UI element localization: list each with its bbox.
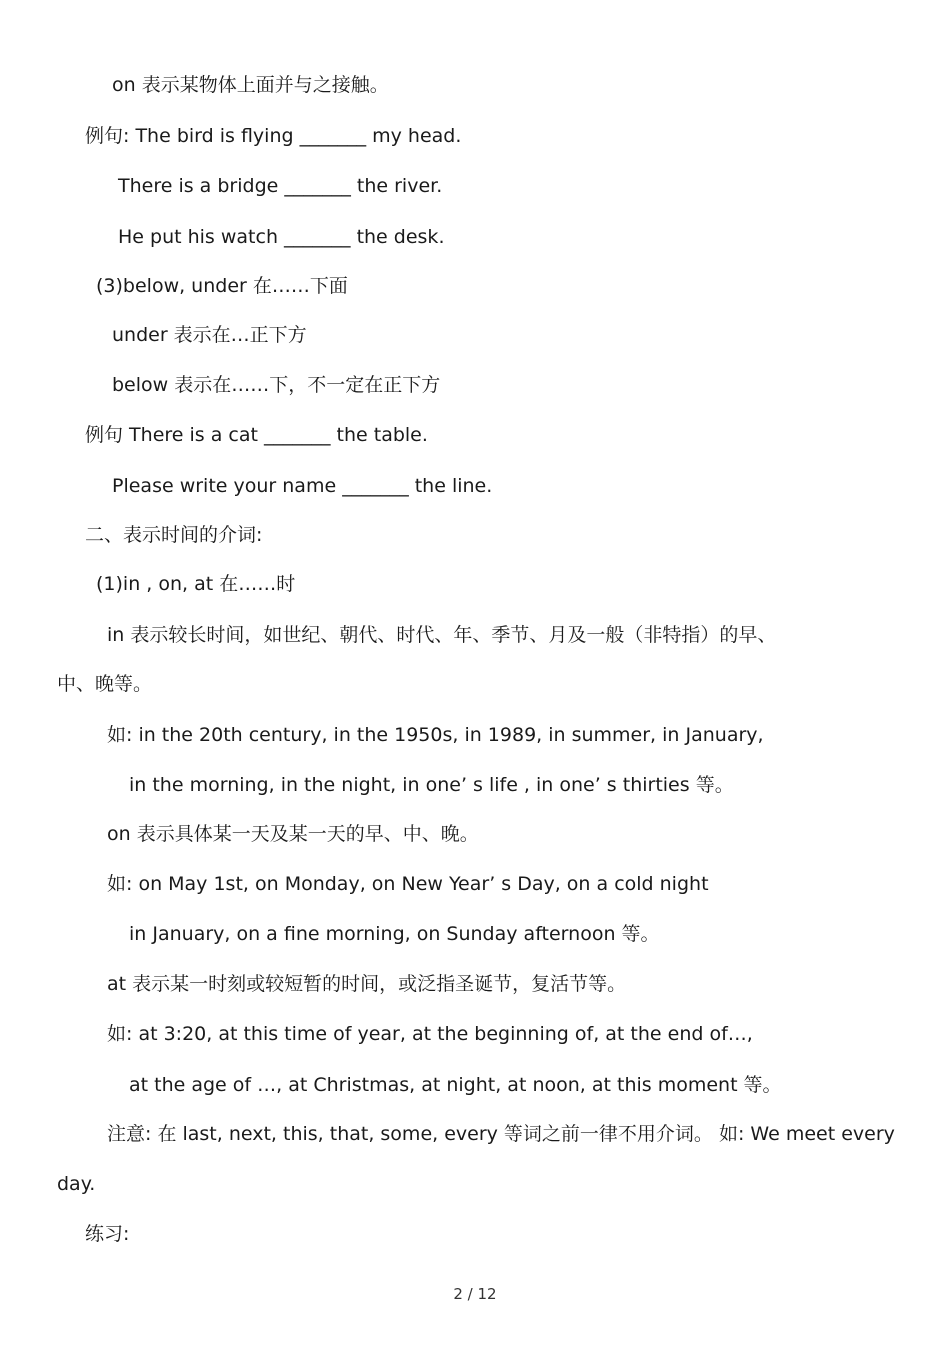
text-line: on 表示某物体上面并与之接触。 — [112, 74, 389, 96]
example-line: 如: on May 1st, on Monday, on New Year’ s Day, on a cold night — [107, 873, 709, 895]
section-heading: 二、表示时间的介词: — [85, 524, 263, 546]
example-line: Please write your name _______ the line. — [112, 475, 493, 497]
text-line: at 表示某一时刻或较短暂的时间，或泛指圣诞节，复活节等。 — [107, 973, 627, 995]
section-heading: 练习: — [85, 1223, 130, 1245]
page-number: 2 / 12 — [453, 1285, 497, 1303]
example-line: He put his watch _______ the desk. — [118, 226, 445, 248]
example-line: at the age of …, at Christmas, at night, at noon, at this moment 等。 — [129, 1074, 782, 1096]
example-line: There is a bridge _______ the river. — [118, 175, 443, 197]
example-line: 如: in the 20th century, in the 1950s, in 1989, in summer, in January, — [107, 724, 764, 746]
example-line: in the morning, in the night, in one’ s life , in one’ s thirties 等。 — [129, 774, 734, 796]
text-line: in 表示较长时间，如世纪、朝代、时代、年、季节、月及一般（非特指）的早、 — [107, 624, 777, 646]
text-line: under 表示在…正下方 — [112, 324, 307, 346]
text-line: 中、晚等。 — [57, 673, 153, 695]
example-line: 例句 There is a cat _______ the table. — [85, 424, 428, 446]
section-heading: (3)below, under 在……下面 — [96, 275, 348, 297]
text-line: day. — [57, 1173, 96, 1195]
example-line: in January, on a fine morning, on Sunday afternoon 等。 — [129, 923, 660, 945]
example-line: 如: at 3:20, at this time of year, at the beginning of, at the end of…, — [107, 1023, 753, 1045]
text-line: on 表示具体某一天及某一天的早、中、晚。 — [107, 823, 479, 845]
section-heading: (1)in , on, at 在……时 — [96, 573, 296, 595]
text-line: below 表示在……下，不一定在正下方 — [112, 374, 441, 396]
note-line: 注意: 在 last, next, this, that, some, every 等词之前一律不用介词。 如: We meet every — [107, 1123, 895, 1145]
example-line: 例句: The bird is flying _______ my head. — [85, 125, 462, 147]
